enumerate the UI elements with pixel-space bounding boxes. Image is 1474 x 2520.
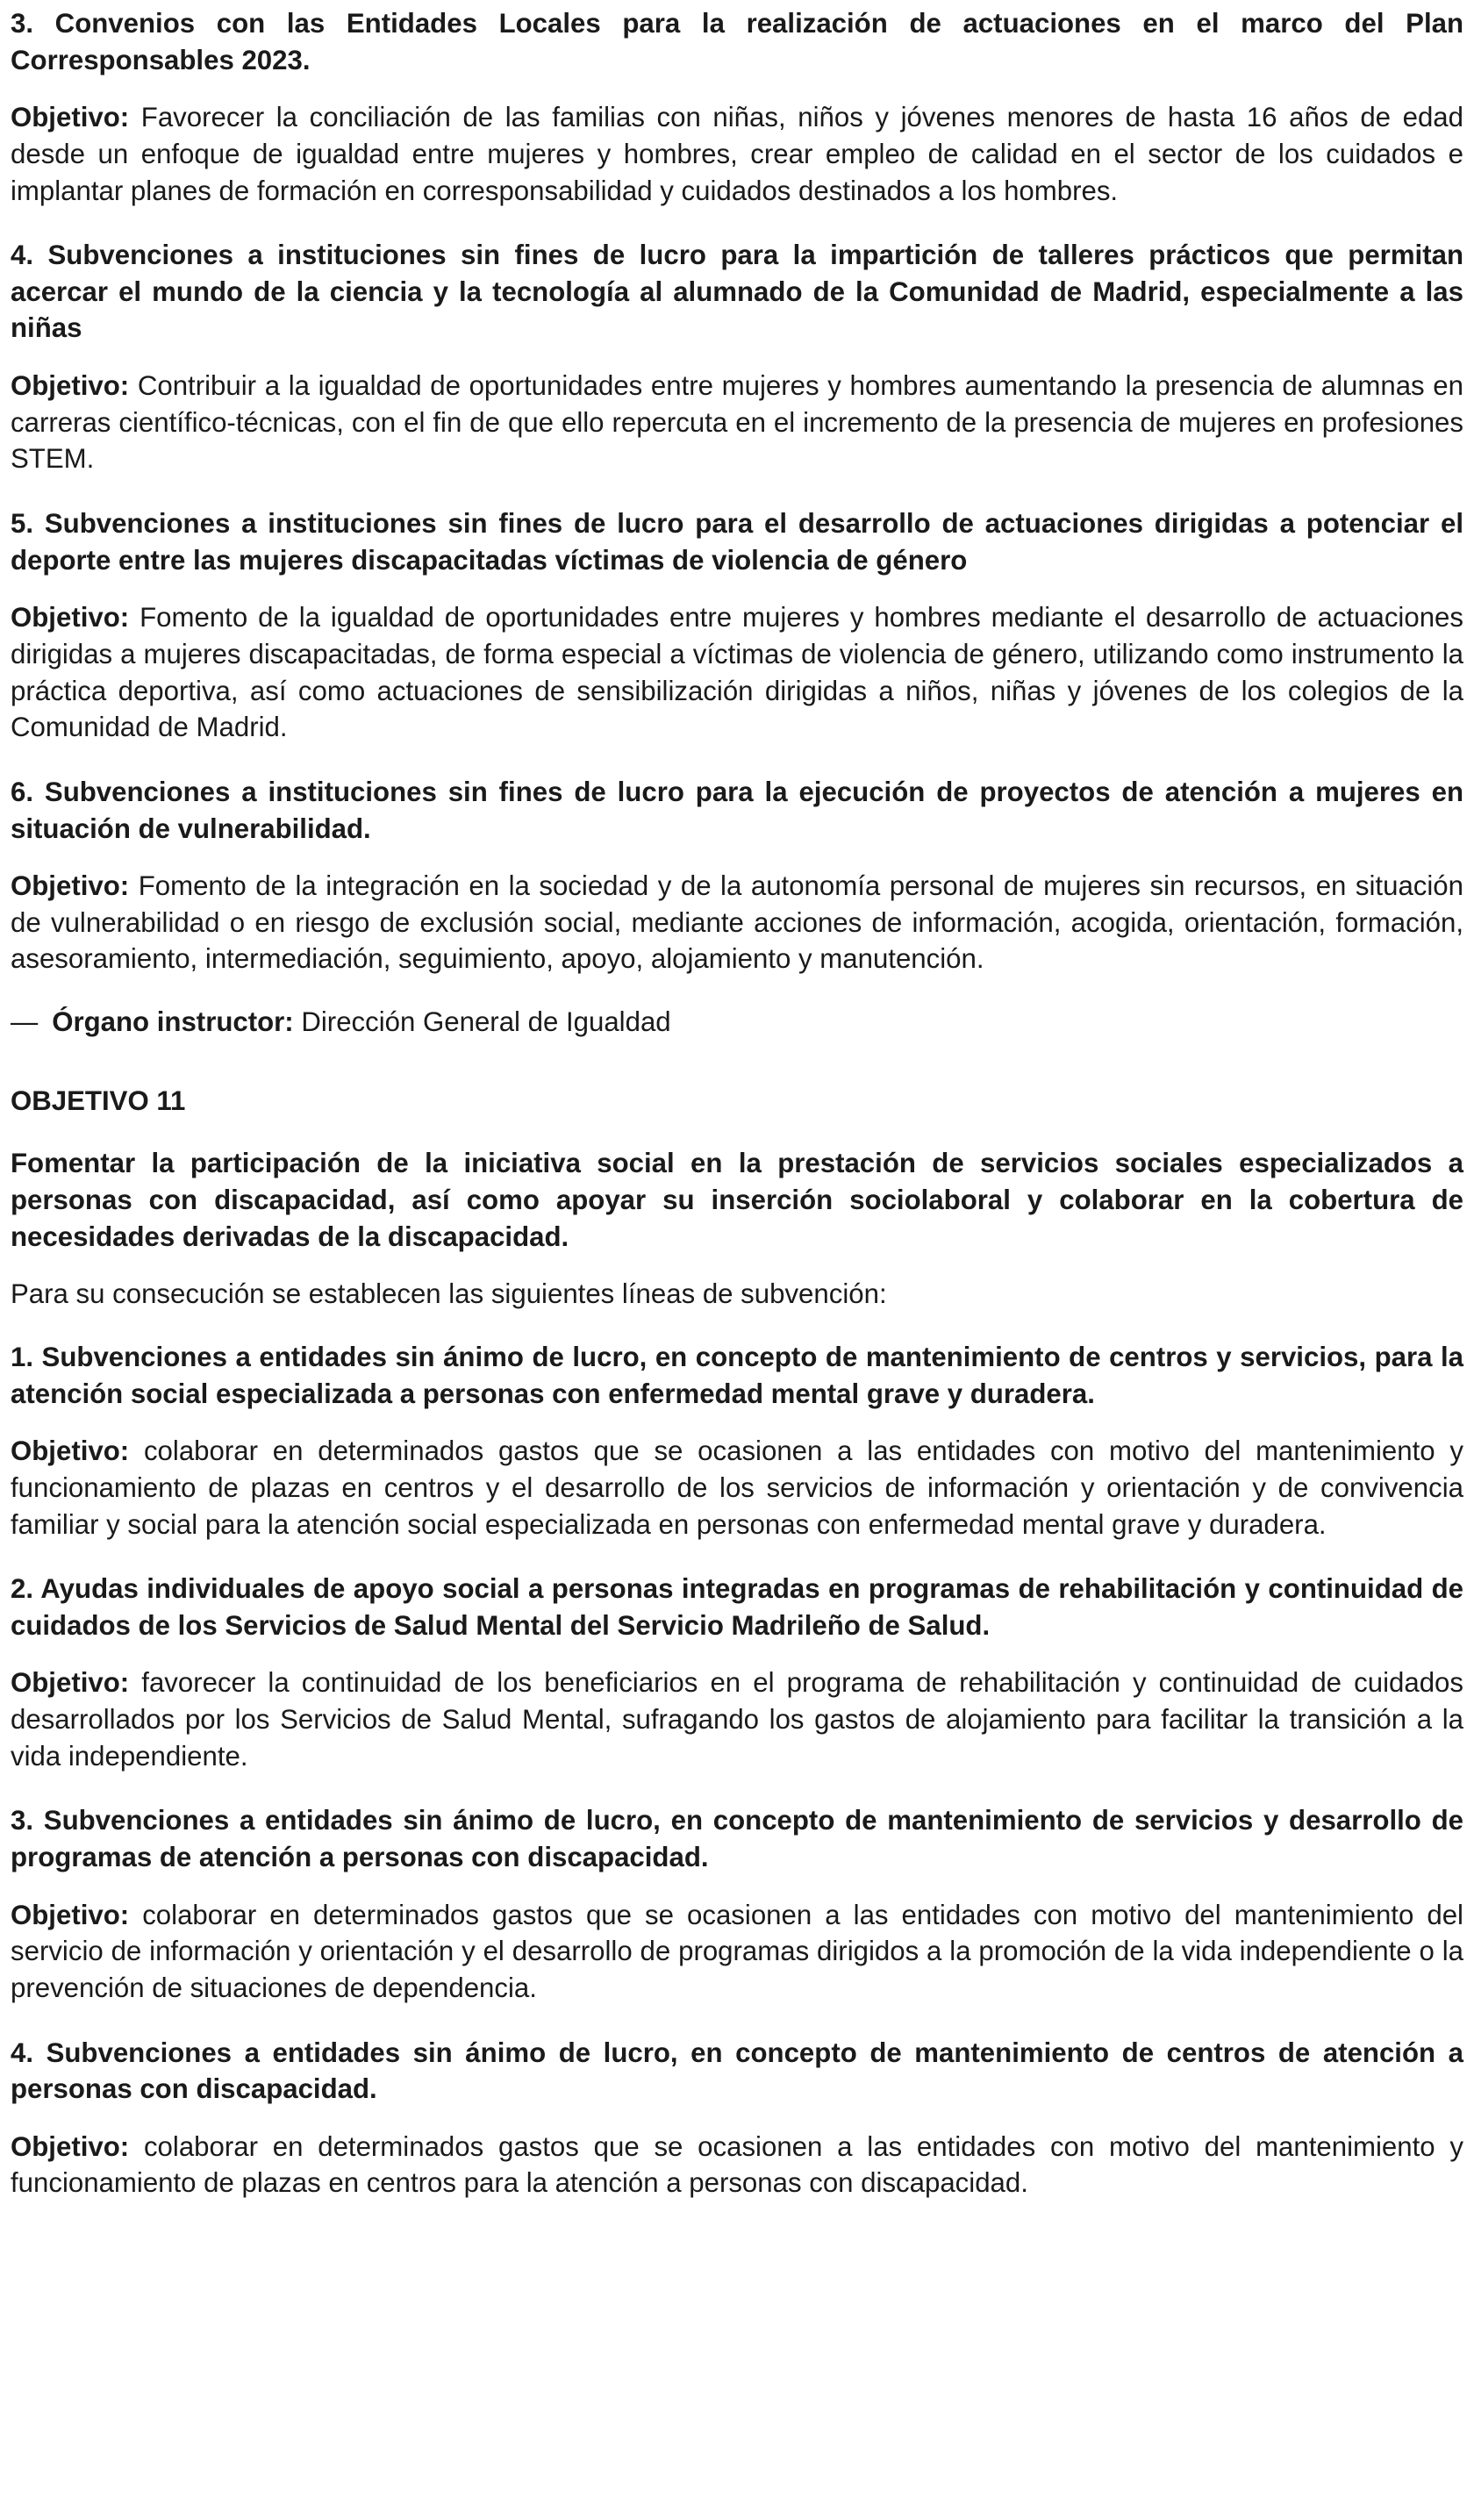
objective-text: Favorecer la conciliación de las familias con niñas, niños y jóvenes menores de hasta 16 años de edad desde un enfoque de igualdad entre mujeres y hombres, crear empleo de calidad en el sector de los cuidados e implantar planes de formación en corresponsabilidad y cuidados destinados a los hombres. <box>11 102 1463 206</box>
section-heading-4: 4. Subvenciones a instituciones sin fines de lucro para la impartición de talleres prácticos que permitan acercar el mundo de la ciencia y la tecnología al alumnado de la Comunidad de Madrid, especialmente a las niñas <box>11 240 1463 344</box>
objective-label: Objetivo: <box>11 870 130 902</box>
section-objective-5 <box>11 599 1463 746</box>
line-objective-2 <box>11 1664 1463 1774</box>
section-heading-5: 5. Subvenciones a instituciones sin fines de lucro para el desarrollo de actuaciones dirigidas a potenciar el deporte entre las mujeres discapacitadas víctimas de violencia de género <box>11 508 1463 576</box>
section-objective-4 <box>11 368 1463 477</box>
objective-label: Objetivo: <box>11 602 130 634</box>
section-objective-3 <box>11 99 1463 209</box>
organo-instructor-label: Órgano instructor: <box>52 1006 294 1038</box>
line-objective-1 <box>11 1433 1463 1543</box>
objective-text: colaborar en determinados gastos que se ocasionen a las entidades con motivo del mantenimiento y funcionamiento de plazas en centros y el desarrollo de los servicios de información y orientación y de convivencia familiar y social para la atención social especializada en personas con enfermedad mental grave y duradera. <box>11 1435 1464 1540</box>
objective-label: Objetivo: <box>11 1667 130 1699</box>
objective-label: Objetivo: <box>11 2130 130 2162</box>
line-heading-1: 1. Subvenciones a entidades sin ánimo de lucro, en concepto de mantenimiento de centros y servicios, para la atención social especializada a personas con enfermedad mental grave y duradera. <box>11 1341 1463 1409</box>
line-heading-2: 2. Ayudas individuales de apoyo social a personas integradas en programas de rehabilitación y continuidad de cuidados de los Servicios de Salud Mental del Servicio Madrileño de Salud. <box>11 1573 1463 1641</box>
objective-text: colaborar en determinados gastos que se ocasionen a las entidades con motivo del mantenimiento del servicio de información y orientación y el desarrollo de programas dirigidos a la promoción de la vida independiente o la prevención de situaciones de dependencia. <box>11 1899 1463 2003</box>
line-objective-3 <box>11 1897 1463 2007</box>
line-heading-4: 4. Subvenciones a entidades sin ánimo de lucro, en concepto de mantenimiento de centros de atención a personas con discapacidad. <box>11 2037 1463 2105</box>
section-objective-6 <box>11 868 1463 977</box>
organo-instructor-value: Dirección General de Igualdad <box>301 1006 671 1038</box>
line-heading-3: 3. Subvenciones a entidades sin ánimo de lucro, en concepto de mantenimiento de servicios y desarrollo de programas de atención a personas con discapacidad. <box>11 1805 1463 1872</box>
objective-text: Contribuir a la igualdad de oportunidades entre mujeres y hombres aumentando la presencia de alumnas en carreras científico-técnicas, con el fin de que ello repercuta en el incremento de la presencia de mujeres en profesiones STEM. <box>11 370 1463 475</box>
objective-11-title: OBJETIVO 11 <box>11 1085 186 1116</box>
line-objective-4 <box>11 2129 1463 2201</box>
objective-label: Objetivo: <box>11 1435 130 1467</box>
objective-label: Objetivo: <box>11 1899 130 1930</box>
objective-11-description: Fomentar la participación de la iniciativa social en la prestación de servicios sociales especializados a personas con discapacidad, así como apoyar su inserción sociolaboral y colaborar en la cobertura de necesidades derivadas de la discapacidad. <box>11 1148 1463 1252</box>
section-heading-3: 3. Convenios con las Entidades Locales para la realización de actuaciones en el marco del Plan Corresponsables 2023. <box>11 8 1463 75</box>
section-heading-6: 6. Subvenciones a instituciones sin fines de lucro para la ejecución de proyectos de atención a mujeres en situación de vulnerabilidad. <box>11 776 1463 844</box>
objective-text: Fomento de la igualdad de oportunidades entre mujeres y hombres mediante el desarrollo de actuaciones dirigidas a mujeres discapacitadas, de forma especial a víctimas de violencia de género, utilizando como instrumento la práctica deportiva, así como actuaciones de sensibilización dirigidas a niños, niñas y jóvenes de los colegios de la Comunidad de Madrid. <box>11 602 1463 743</box>
objective-label: Objetivo: <box>11 370 130 402</box>
organo-instructor <box>11 1004 1463 1041</box>
objective-label: Objetivo: <box>11 102 130 133</box>
objective-text: Fomento de la integración en la sociedad y de la autonomía personal de mujeres sin recursos, en situación de vulnerabilidad o en riesgo de exclusión social, mediante acciones de información, acogida, orientación, formación, asesoramiento, intermediación, seguimiento, apoyo, alojamiento y manutención. <box>11 870 1463 975</box>
em-dash: — <box>11 1006 39 1038</box>
objective-text: favorecer la continuidad de los beneficiarios en el programa de rehabilitación y continuidad de cuidados desarrollados por los Servicios de Salud Mental, sufragando los gastos de alojamiento para facilitar la transición a la vida independiente. <box>11 1667 1463 1772</box>
objective-text: colaborar en determinados gastos que se ocasionen a las entidades con motivo del mantenimiento y funcionamiento de plazas en centros para la atención a personas con discapacidad. <box>11 2130 1464 2199</box>
objective-11-intro: Para su consecución se establecen las siguientes líneas de subvención: <box>11 1278 887 1310</box>
